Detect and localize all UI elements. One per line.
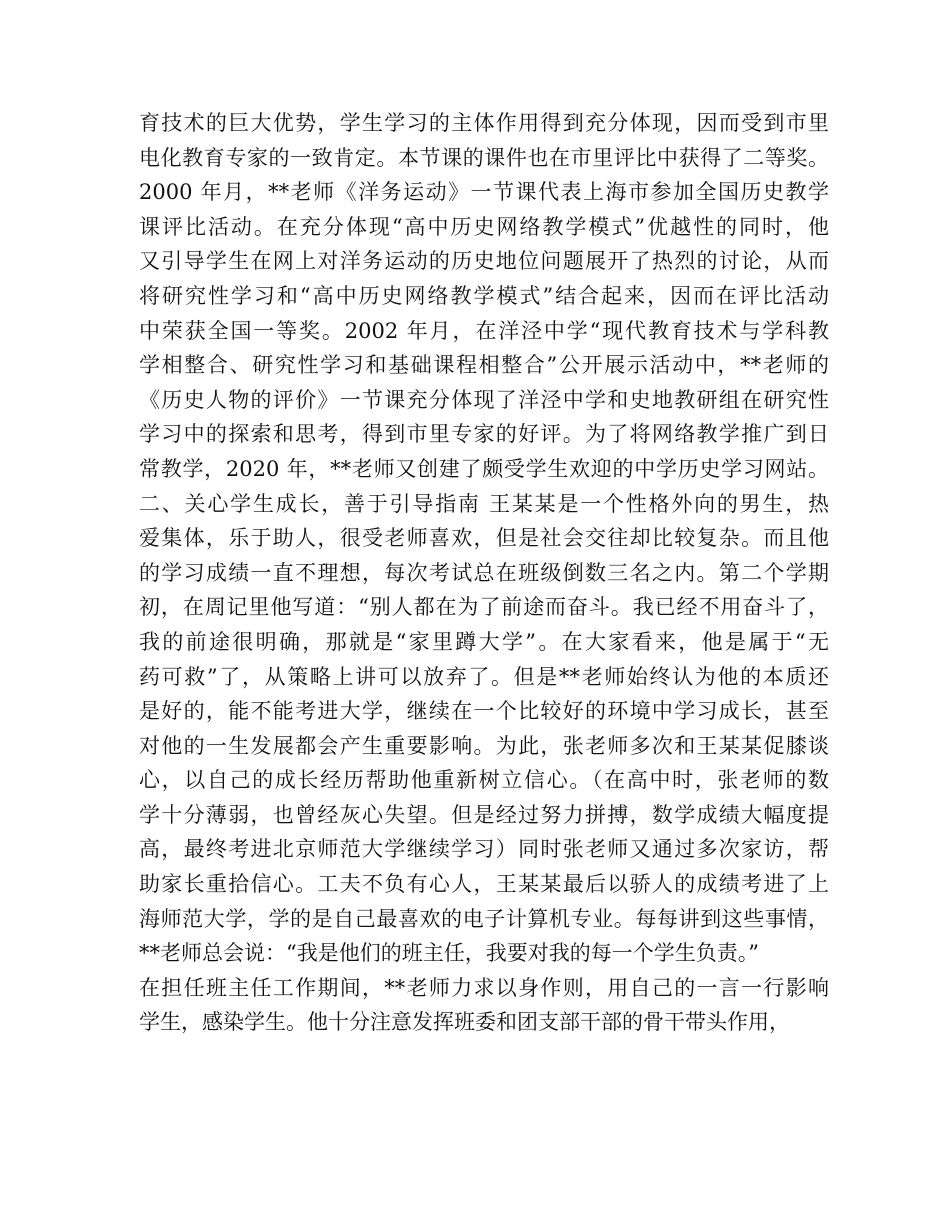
text-line: 的学习成绩一直不理想，每次考试总在班级倒数三名之内。第二个学期 — [139, 560, 829, 585]
text-line: 我的前途很明确，那就是“家里蹲大学”。在大家看来，他是属于“无 — [139, 629, 829, 654]
text-line: 高，最终考进北京师范大学继续学习）同时张老师又通过多次家访，帮 — [139, 837, 829, 862]
section-heading-line: 二、关心学生成长，善于引导指南 王某某是一个性格外向的男生，热 — [139, 491, 829, 516]
text-line: 常教学，2020 年，**老师又创建了颇受学生欢迎的中学历史学习网站。 — [139, 456, 829, 481]
text-line: 《历史人物的评价》一节课充分体现了洋泾中学和史地教研组在研究性 — [139, 387, 829, 412]
text-line: 爱集体，乐于助人，很受老师喜欢，但是社会交往却比较复杂。而且他 — [139, 526, 829, 551]
text-line: 学习中的探索和思考，得到市里专家的好评。为了将网络教学推广到日 — [139, 422, 829, 447]
text-line: 海师范大学，学的是自己最喜欢的电子计算机专业。每每讲到这些事情， — [139, 906, 829, 931]
text-line: 药可救”了，从策略上讲可以放弃了。但是**老师始终认为他的本质还 — [139, 664, 829, 689]
text-line: 中荣获全国一等奖。2002 年月，在洋泾中学“现代教育技术与学科教 — [139, 318, 829, 343]
text-line: 学十分薄弱，也曾经灰心失望。但是经过努力拼搏，数学成绩大幅度提 — [139, 802, 829, 827]
text-line: 将研究性学习和“高中历史网络教学模式”结合起来，因而在评比活动 — [139, 283, 829, 308]
text-line: 初，在周记里他写道：“别人都在为了前途而奋斗。我已经不用奋斗了， — [139, 595, 829, 620]
text-line: 2000 年月，**老师《洋务运动》一节课代表上海市参加全国历史教学 — [139, 180, 829, 205]
text-line: 又引导学生在网上对洋务运动的历史地位问题展开了热烈的讨论，从而 — [139, 249, 829, 274]
text-line: 在担任班主任工作期间，**老师力求以身作则，用自己的一言一行影响 — [139, 975, 829, 1000]
text-line: 学生，感染学生。他十分注意发挥班委和团支部干部的骨干带头作用， — [139, 1010, 790, 1035]
text-line: 是好的，能不能考进大学，继续在一个比较好的环境中学习成长，甚至 — [139, 699, 829, 724]
body-text — [139, 106, 829, 1040]
text-line: 电化教育专家的一致肯定。本节课的课件也在市里评比中获得了二等奖。 — [139, 145, 829, 170]
text-line: **老师总会说：“我是他们的班主任，我要对我的每一个学生负责。” — [139, 941, 759, 966]
text-line: 育技术的巨大优势，学生学习的主体作用得到充分体现，因而受到市里 — [139, 111, 829, 135]
text-line: 学相整合、研究性学习和基础课程相整合”公开展示活动中，**老师的 — [139, 353, 829, 378]
text-line: 心，以自己的成长经历帮助他重新树立信心。（在高中时，张老师的数 — [139, 768, 829, 793]
text-line: 对他的一生发展都会产生重要影响。为此，张老师多次和王某某促膝谈 — [139, 733, 829, 758]
text-line: 助家长重拾信心。工夫不负有心人，王某某最后以骄人的成绩考进了上 — [139, 872, 829, 897]
text-line: 课评比活动。在充分体现“高中历史网络教学模式”优越性的同时，他 — [139, 214, 829, 239]
